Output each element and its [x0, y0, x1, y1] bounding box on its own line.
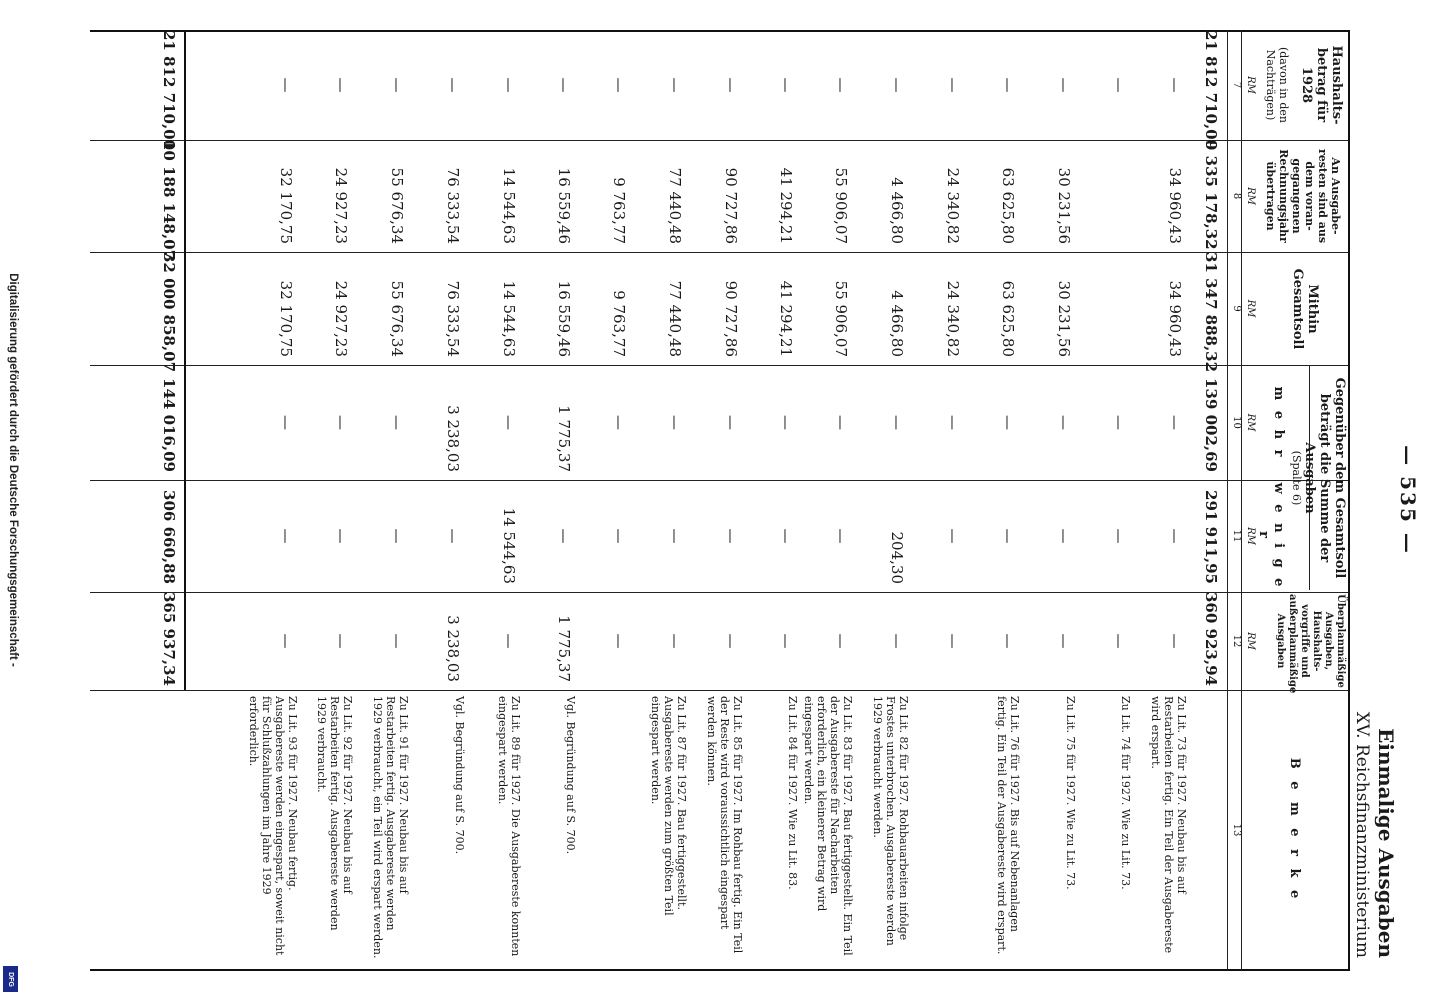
- col9-header: Mithin Gesamtsoll: [1290, 268, 1320, 350]
- row-cell: —: [277, 633, 295, 649]
- row-cell: —: [944, 415, 962, 430]
- row-cell: 90 727,86: [722, 167, 740, 244]
- row-cell: —: [944, 528, 962, 544]
- total-bottom-cell: 32 000 858,07: [160, 252, 178, 373]
- row-cell: —: [500, 633, 518, 649]
- row-cell: —: [500, 77, 518, 93]
- row-cell: —: [332, 415, 350, 430]
- row-cell: 30 231,56: [1055, 167, 1073, 244]
- unit-label: RM: [1245, 187, 1256, 205]
- row-cell: 34 960,43: [1166, 280, 1184, 357]
- row-cell: —: [1110, 415, 1128, 430]
- row-cell: —: [1055, 77, 1073, 93]
- row-cell: —: [500, 415, 518, 430]
- row-cell: —: [277, 77, 295, 93]
- row-cell: 76 333,54: [444, 280, 462, 357]
- total-top-cell: 360 923,94: [1202, 592, 1220, 686]
- column-number: 9: [1231, 305, 1242, 312]
- group-subheader: (Spalte 6): [1290, 450, 1303, 506]
- row-cell: —: [332, 528, 350, 544]
- row-cell: 41 294,21: [777, 167, 795, 244]
- row-cell: —: [722, 528, 740, 544]
- col10-header: m e h r: [1271, 386, 1286, 460]
- row-cell: —: [832, 528, 850, 544]
- rotated-page: [90, 30, 1420, 970]
- row-cell: —: [388, 415, 406, 430]
- row-cell: —: [666, 633, 684, 649]
- row-cell: —: [832, 77, 850, 93]
- remark-note: Zu Lit. 76 für 1927. Bis auf Nebenanlagen fertig. Ein Teil der Ausgabereste wird erspart.: [995, 696, 1021, 955]
- row-cell: —: [332, 633, 350, 649]
- row-cell: 1 775,37: [555, 615, 573, 682]
- row-cell: —: [888, 77, 906, 93]
- row-cell: 14 544,63: [500, 167, 518, 244]
- row-cell: 30 231,56: [1055, 280, 1073, 357]
- col7-header: Haushalts-betrag für 1928: [1299, 45, 1344, 125]
- page-title: Einmalige Ausgaben: [1374, 728, 1398, 958]
- row-cell: —: [1055, 415, 1073, 430]
- remark-note: Zu Lit. 75 für 1927. Wie zu Lit. 73.: [1064, 696, 1077, 890]
- col7-subheader: (davon in den Nachträgen): [1264, 46, 1290, 124]
- row-cell: 32 170,75: [277, 280, 295, 357]
- row-cell: 24 340,82: [944, 280, 962, 357]
- column-number: 10: [1231, 416, 1242, 429]
- row-cell: —: [777, 415, 795, 430]
- col10-11-group-header: Gegenüber dem Gesamtsoll beträgt die Summe der Ausgaben: [1302, 377, 1347, 579]
- row-cell: —: [666, 528, 684, 544]
- row-cell: 76 333,54: [444, 167, 462, 244]
- total-top-cell: 31 347 888,32: [1202, 252, 1220, 373]
- budget-table: [90, 30, 1350, 970]
- remark-note: Zu Lit. 74 für 1927. Wie zu Lit. 73.: [1119, 696, 1132, 890]
- unit-label: RM: [1245, 527, 1256, 545]
- row-cell: —: [388, 77, 406, 93]
- row-cell: 9 763,77: [610, 177, 628, 244]
- row-cell: —: [1166, 633, 1184, 649]
- remark-note: Zu Lit. 82 für 1927. Rohbauarbeiten infolge Frostes unterbrochen. Ausgabereste werden 1929 verbraucht werden.: [871, 696, 910, 946]
- unit-label: RM: [1245, 413, 1256, 432]
- col13-header: B e m e r k e: [1287, 757, 1302, 903]
- row-cell: 24 927,23: [332, 280, 350, 357]
- sidenote-text: Digitalisierung gefördert durch die Deutsche Forschungsgemeinschaft -: [7, 273, 19, 667]
- row-cell: 24 340,82: [944, 167, 962, 244]
- row-cell: —: [610, 633, 628, 649]
- row-cell: —: [722, 415, 740, 430]
- unit-label: RM: [1245, 632, 1256, 650]
- col11-header: w e n i g e r: [1256, 482, 1286, 590]
- row-cell: —: [999, 528, 1017, 544]
- row-cell: 34 960,43: [1166, 167, 1184, 244]
- row-cell: —: [666, 415, 684, 430]
- row-cell: 55 906,07: [832, 167, 850, 244]
- row-cell: —: [555, 77, 573, 93]
- row-cell: —: [1110, 77, 1128, 93]
- remark-note: Zu Lit. 93 für 1927. Neubau fertig. Ausgabereste werden eingespart, soweit nicht für Schlußzahlungen im Jahre 1929 erforderlich.: [247, 696, 299, 956]
- column-number: 13: [1231, 823, 1242, 837]
- digitization-sidenote: [0, 0, 26, 1000]
- row-cell: —: [832, 633, 850, 649]
- row-cell: 90 727,86: [722, 280, 740, 357]
- row-cell: 14 544,63: [500, 280, 518, 357]
- page-number: — 535 —: [1396, 445, 1420, 555]
- row-cell: 63 625,80: [999, 167, 1017, 244]
- unit-label: RM: [1245, 76, 1256, 94]
- row-cell: 9 763,77: [610, 290, 628, 357]
- row-cell: —: [777, 77, 795, 93]
- ministry-heading: XV. Reichsfinanzministerium: [1352, 711, 1372, 958]
- remark-note: Vgl. Begründung auf S. 700.: [453, 696, 466, 855]
- total-bottom-cell: 365 937,34: [160, 592, 178, 686]
- row-cell: —: [1110, 633, 1128, 649]
- row-cell: 204,30: [888, 531, 906, 584]
- total-top-cell: 21 812 710,00: [1202, 30, 1220, 151]
- row-cell: —: [999, 415, 1017, 430]
- col8-header: An Ausgabe-resten sind aus dem voran-gegangenen Rechnungsjahr übertragen: [1264, 148, 1342, 244]
- row-cell: —: [722, 77, 740, 93]
- row-cell: 32 170,75: [277, 167, 295, 244]
- remark-note: Zu Lit. 91 für 1927. Neubau bis auf Restarbeiten fertig. Ausgabereste werden 1929 verbraucht, ein Teil wird erspart werden.: [371, 696, 410, 959]
- row-cell: 63 625,80: [999, 280, 1017, 357]
- row-cell: —: [277, 415, 295, 430]
- row-cell: —: [777, 633, 795, 649]
- col12-header: Überplanmäßige Ausgaben, Haushalts-vorgriffe und außerplanmäßige Ausgaben: [1275, 594, 1346, 694]
- row-cell: —: [610, 528, 628, 544]
- row-cell: —: [1055, 528, 1073, 544]
- row-cell: 16 559,46: [555, 167, 573, 244]
- remark-note: Zu Lit. 87 für 1927. Bau fertiggestellt. Ausgabereste werden zum größten Teil eingespart werden.: [649, 696, 688, 916]
- remark-note: Zu Lit. 84 für 1927. Wie zu Lit. 83.: [786, 696, 799, 890]
- total-top-cell: 291 911,95: [1202, 490, 1220, 584]
- remark-note: Zu Lit. 83 für 1927. Bau fertiggestellt. Ein Teil der Ausgabereste für Nacharbeiten erforderlich, ein kleinerer Betrag wird eingespart werden.: [802, 696, 854, 956]
- row-cell: —: [944, 633, 962, 649]
- row-cell: 24 927,23: [332, 167, 350, 244]
- row-cell: 55 906,07: [832, 280, 850, 357]
- column-number: 8: [1231, 192, 1242, 200]
- row-cell: 4 466,80: [888, 290, 906, 357]
- row-cell: —: [1166, 77, 1184, 93]
- row-cell: 14 544,63: [500, 507, 518, 584]
- row-cell: —: [610, 77, 628, 93]
- remark-note: Zu Lit. 73 für 1927. Neubau bis auf Restarbeiten fertig. Ein Teil der Ausgabereste wird erspart.: [1149, 696, 1188, 954]
- row-cell: —: [944, 77, 962, 93]
- row-cell: —: [999, 633, 1017, 649]
- total-bottom-cell: 21 812 710,00: [160, 30, 178, 151]
- total-bottom-cell: 306 660,88: [160, 490, 178, 584]
- remark-note: Zu Lit. 85 für 1927. Im Rohbau fertig. Ein Teil der Reste wird voraussichtlich eingespart werden können.: [705, 696, 744, 954]
- row-cell: —: [444, 528, 462, 544]
- row-cell: —: [277, 528, 295, 544]
- column-number: 7: [1231, 81, 1242, 89]
- row-cell: 3 238,03: [444, 615, 462, 682]
- row-cell: 77 440,48: [666, 167, 684, 244]
- row-cell: 55 676,34: [388, 280, 406, 357]
- row-cell: —: [777, 528, 795, 544]
- total-bottom-cell: 144 016,09: [160, 378, 178, 472]
- unit-label: RM: [1245, 299, 1256, 318]
- row-cell: —: [832, 415, 850, 430]
- row-cell: 3 238,03: [444, 405, 462, 472]
- row-cell: —: [388, 528, 406, 544]
- row-cell: 4 466,80: [888, 177, 906, 244]
- row-cell: —: [888, 415, 906, 430]
- row-cell: 41 294,21: [777, 280, 795, 357]
- row-cell: —: [388, 633, 406, 649]
- dfg-logo: DFG: [3, 966, 18, 992]
- row-cell: —: [444, 77, 462, 93]
- remark-note: Zu Lit. 92 für 1927. Neubau bis auf Restarbeiten fertig. Ausgabereste werden 1929 verbraucht.: [315, 696, 354, 931]
- total-bottom-cell: 10 188 148,07: [160, 140, 178, 261]
- row-cell: 16 559,46: [555, 280, 573, 357]
- total-top-cell: 139 002,69: [1202, 378, 1220, 472]
- column-number: 11: [1231, 529, 1242, 543]
- row-cell: —: [666, 77, 684, 93]
- row-cell: 55 676,34: [388, 167, 406, 244]
- total-top-cell: 9 335 178,32: [1202, 140, 1220, 250]
- row-cell: —: [722, 633, 740, 649]
- remark-note: Zu Lit. 89 für 1927. Die Ausgabereste konnten eingespart werden.: [496, 696, 522, 957]
- row-cell: —: [999, 77, 1017, 93]
- row-cell: —: [1110, 528, 1128, 544]
- row-cell: —: [1055, 633, 1073, 649]
- row-cell: —: [1166, 415, 1184, 430]
- row-cell: —: [610, 415, 628, 430]
- remark-note: Vgl. Begründung auf S. 700.: [564, 696, 577, 855]
- row-cell: —: [332, 77, 350, 93]
- row-cell: 1 775,37: [555, 405, 573, 472]
- row-cell: —: [888, 633, 906, 649]
- row-cell: —: [1166, 528, 1184, 544]
- row-cell: —: [555, 528, 573, 544]
- row-cell: 77 440,48: [666, 280, 684, 357]
- column-number: 12: [1231, 634, 1242, 648]
